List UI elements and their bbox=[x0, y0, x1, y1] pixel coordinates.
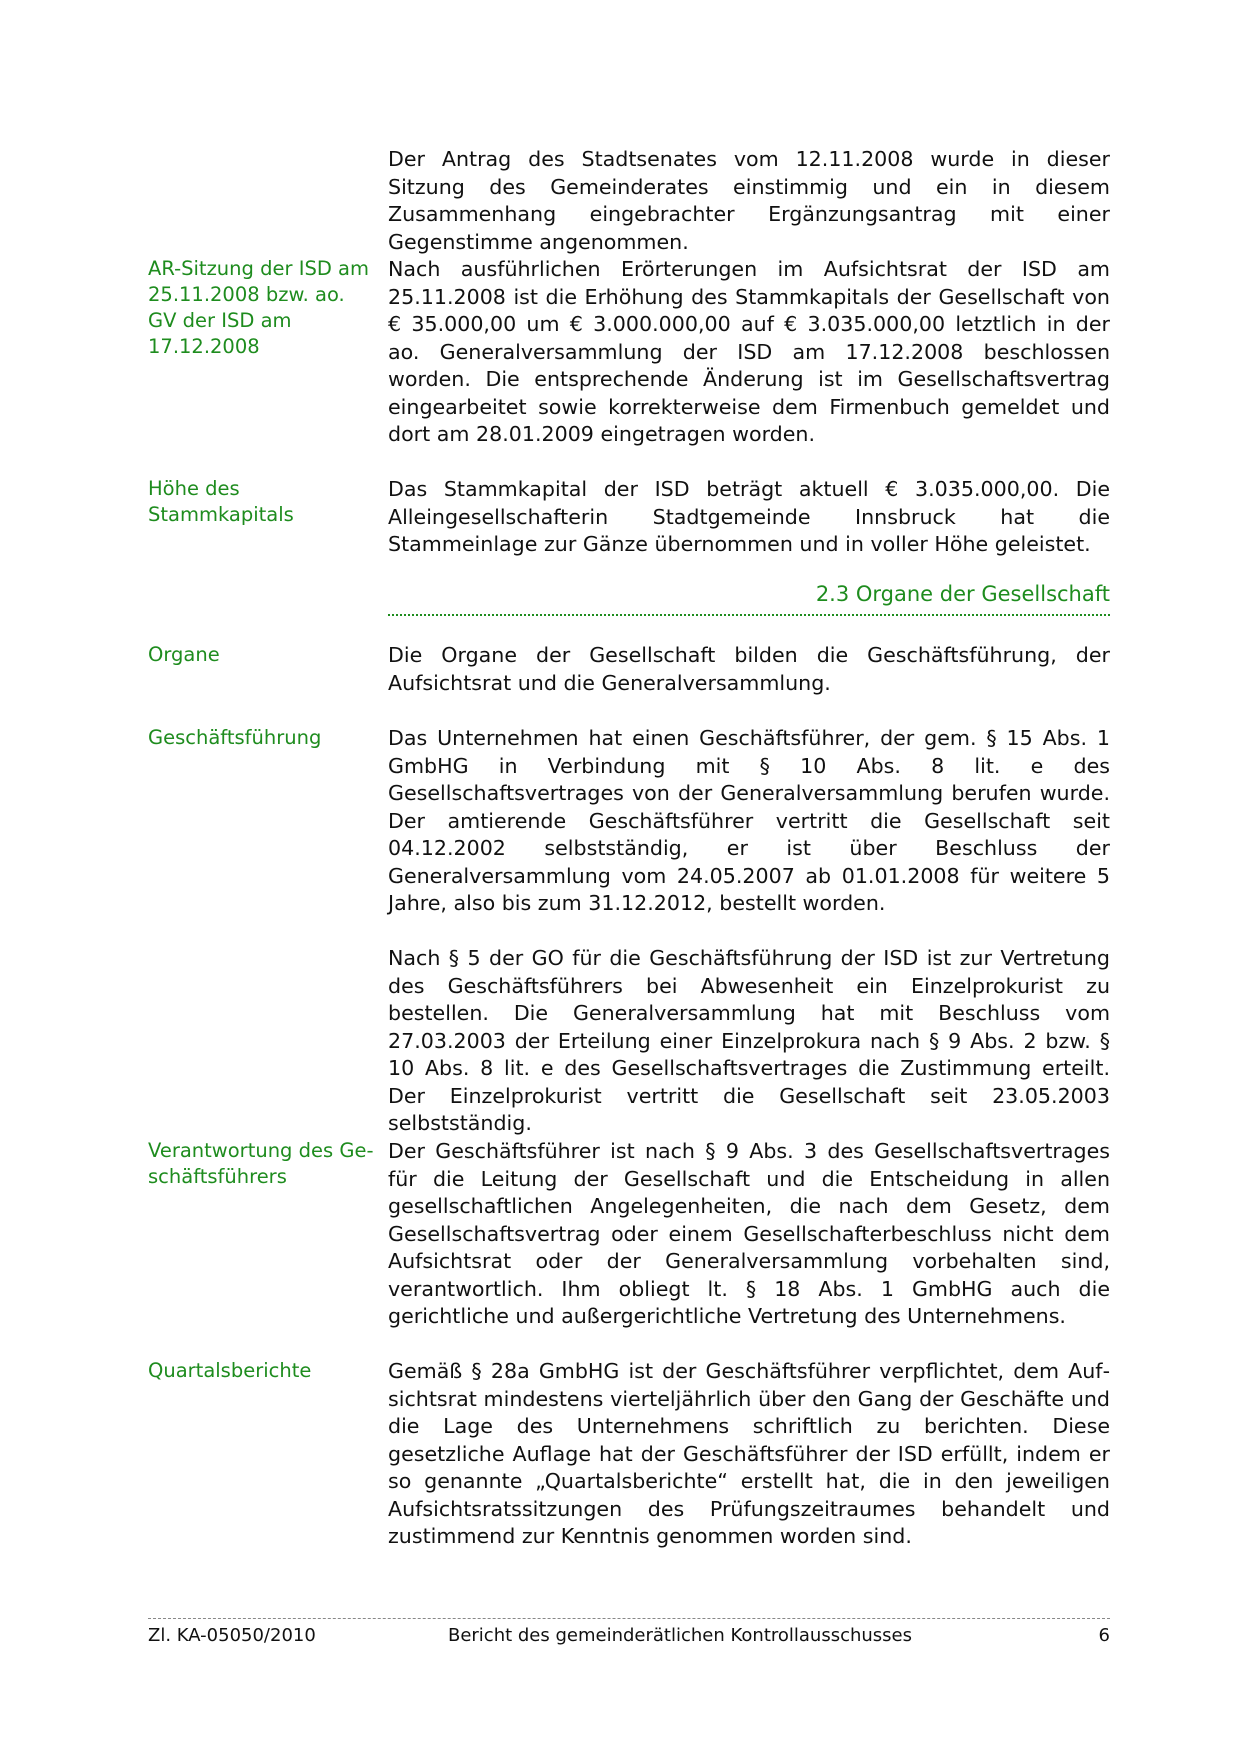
paragraph-text: Das Unternehmen hat einen Geschäftsführer, der gem. § 15 Abs. 1 GmbHG in Verbindung mit § 10 Abs. 8 lit. e des Gesellschaftsvertrages von der Generalversammlung berufen wurde. Der amtierende Geschäftsführer vertritt die Gesellschaft seit 04.12.2002 selbstständig, er ist über Beschluss der Generalversammlung vom 24.05.2007 ab 01.01.2008 für weitere 5 Jahre, also bis zum 31.12.2012, bestellt worden. bbox=[388, 726, 1110, 915]
footer-divider bbox=[148, 1618, 1110, 1619]
paragraph-text: Der Antrag des Stadtsenates vom 12.11.2008 wurde in dieser Sitzung des Gemeinderates einstimmig und ein in diesem Zusammenhang eingebrachter Ergänzungsantrag mit einer Gegenstimme angenommen. bbox=[388, 147, 1110, 254]
paragraph-text: Nach ausführlichen Erörterungen im Aufsichtsrat der ISD am 25.11.2008 ist die Erhöhung des Stammkapitals der Gesellschaft von € 35.000,00 um € 3.000.000,00 auf € 3.035.000,00 letztlich in der ao. Generalversammlung der ISD am 17.12.2008 beschlossen worden. Die entsprechende Änderung ist im Gesellschaftsvertrag eingearbeitet sowie korrekterweise dem Firmenbuch gemeldet und dort am 28.01.2009 eingetragen worden. bbox=[388, 257, 1110, 446]
paragraph-text: Der Geschäftsführer ist nach § 9 Abs. 3 des Gesellschaftsvertrages für die Leitung der Gesellschaft und die Entscheidung in allen gesellschaftlichen Angelegenheiten, die nach dem Gesetz, dem Gesellschaftsvertrag oder einem Gesellschafterbeschluss nicht dem Aufsichtsrat oder der Generalversammlung vorbehalten sind, verantwortlich. Ihm obliegt lt. § 18 Abs. 1 GmbHG auch die gerichtliche und außergerichtliche Vertretung des Unternehmens. bbox=[388, 1139, 1110, 1328]
margin-label: AR-Sitzung der ISD am 25.11.2008 bzw. ao. GV der ISD am 17.12.2008 bbox=[148, 257, 369, 358]
margin-label: Organe bbox=[148, 643, 220, 666]
page-number: 6 bbox=[1098, 1625, 1110, 1646]
margin-label: Höhe des Stammkapitals bbox=[148, 477, 294, 526]
heading-divider bbox=[388, 614, 1110, 616]
section-heading: 2.3 Organe der Gesellschaft bbox=[815, 582, 1110, 606]
margin-label: Quartalsberichte bbox=[148, 1359, 312, 1382]
margin-label: Geschäftsführung bbox=[148, 726, 322, 749]
paragraph-text: Die Organe der Gesellschaft bilden die Geschäftsführung, der Aufsichtsrat und die Generalversammlung. bbox=[388, 643, 1110, 695]
footer-reference: Zl. KA-05050/2010 bbox=[148, 1625, 316, 1646]
footer-title: Bericht des gemeinderätlichen Kontrollausschusses bbox=[447, 1625, 913, 1646]
paragraph-text: Nach § 5 der GO für die Geschäftsführung der ISD ist zur Vertretung des Geschäftsführers bei Abwesenheit ein Einzelprokurist zu bestellen. Die Generalversammlung hat mit Beschluss vom 27.03.2003 der Erteilung einer Einzelprokura nach § 9 Abs. 2 bzw. § 10 Abs. 8 lit. e des Gesellschaftsvertrages die Zustimmung erteilt. Der Einzelprokurist vertritt die Gesellschaft seit 23.05.2003 selbstständig. bbox=[388, 946, 1110, 1135]
paragraph-text: Das Stammkapital der ISD beträgt aktuell € 3.035.000,00. Die Alleingesellschafterin Stadtgemeinde Innsbruck hat die Stammeinlage zur Gänze übernommen und in voller Höhe geleistet. bbox=[388, 477, 1110, 556]
margin-label: Verantwortung des Geschäftsführers bbox=[148, 1139, 374, 1188]
paragraph-text: Gemäß § 28a GmbHG ist der Geschäftsführer verpflichtet, dem Aufsichtsrat mindestens vierteljährlich über den Gang der Geschäfte und die Lage des Unternehmens schriftlich zu berichten. Diese gesetzliche Auflage hat der Geschäftsführer der ISD erfüllt, indem er so genannte „Quartalsberichte“ erstellt hat, die in den jeweiligen Aufsichtsratssitzungen des Prüfungszeitraumes behandelt und zustimmend zur Kenntnis genommen worden sind. bbox=[388, 1359, 1110, 1548]
